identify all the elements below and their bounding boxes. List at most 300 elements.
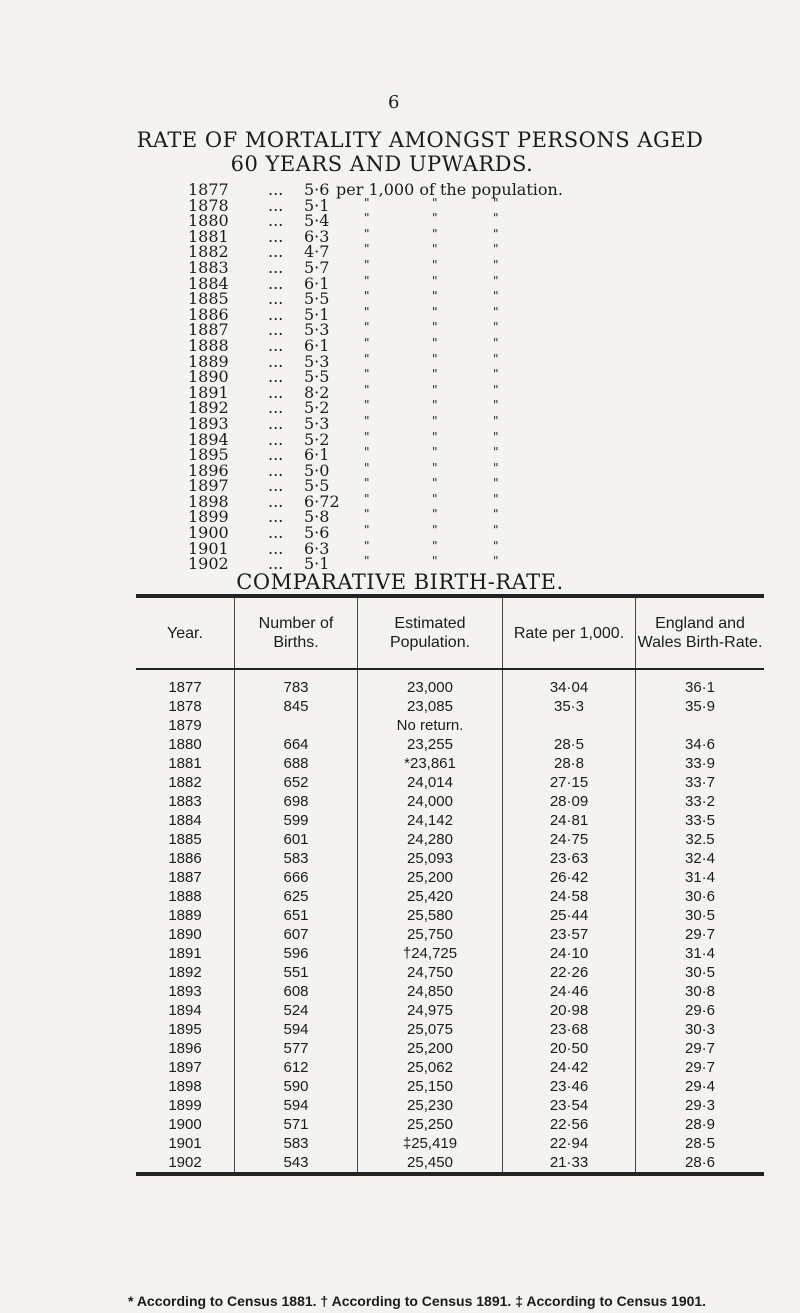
cell-national-rate: 29·4: [636, 1077, 765, 1096]
cell-year: 1901: [168, 1135, 202, 1152]
mortality-year: 1890: [188, 367, 229, 387]
leader-dots: ...: [268, 445, 284, 465]
ditto-mark: ": [493, 538, 499, 553]
cell-national-rate: 36·1: [636, 669, 765, 697]
ditto-mark: ": [432, 289, 438, 304]
mortality-rate: 5·2: [304, 398, 330, 418]
ditto-mark: ": [364, 523, 370, 538]
leader-dots: ...: [268, 180, 284, 199]
mortality-rate: 5·7: [304, 257, 330, 277]
page-number: 6: [388, 92, 400, 113]
header-population: Estimated Population.: [358, 596, 503, 669]
cell-rate: 24·42: [503, 1058, 636, 1077]
table-row: [136, 1058, 764, 1077]
header-year: Year.: [167, 624, 203, 642]
mortality-year: 1886: [188, 304, 229, 324]
table-row: [136, 1134, 764, 1153]
ditto-mark: ": [432, 507, 438, 522]
ditto-mark: ": [493, 460, 499, 475]
mortality-rate: 5·6: [304, 180, 330, 199]
leader-dots: ...: [268, 460, 284, 480]
mortality-year: 1902: [188, 554, 229, 574]
leader-dots: ...: [268, 382, 284, 402]
ditto-mark: ": [432, 429, 438, 444]
ditto-mark: ": [493, 523, 499, 538]
cell-year: 1880: [168, 736, 202, 753]
cell-rate: 22·56: [503, 1115, 636, 1134]
mortality-rate: 4·7: [304, 242, 330, 262]
cell-population: 23,000: [358, 669, 503, 697]
table-row: [136, 1115, 764, 1134]
cell-rate: 23·68: [503, 1020, 636, 1039]
cell-national-rate: 30·3: [636, 1020, 765, 1039]
table-row: [136, 754, 764, 773]
cell-births: 577: [235, 1039, 358, 1058]
ditto-mark: ": [493, 226, 499, 241]
ditto-mark: ": [364, 476, 370, 491]
mortality-year: 1899: [188, 507, 229, 527]
cell-population: 25,093: [358, 849, 503, 868]
ditto-mark: ": [432, 335, 438, 350]
cell-national-rate: 33·2: [636, 792, 765, 811]
cell-rate: 24·81: [503, 811, 636, 830]
cell-year: 1899: [168, 1097, 202, 1114]
mortality-rate: 5·5: [304, 289, 330, 309]
cell-births: 583: [235, 849, 358, 868]
cell-population: 25,750: [358, 925, 503, 944]
cell-population: 24,850: [358, 982, 503, 1001]
leader-dots: ...: [268, 195, 284, 215]
mortality-rate: 6·3: [304, 226, 330, 246]
cell-year: 1882: [168, 774, 202, 791]
cell-year: 1893: [168, 983, 202, 1000]
cell-rate: 26·42: [503, 868, 636, 887]
leader-dots: ...: [268, 351, 284, 371]
leader-dots: ...: [268, 523, 284, 543]
cell-births: 666: [235, 868, 358, 887]
ditto-mark: ": [493, 304, 499, 319]
cell-population: †24,725: [358, 944, 503, 963]
cell-births: 594: [235, 1020, 358, 1039]
ditto-mark: ": [432, 382, 438, 397]
mortality-rate: 6·3: [304, 538, 330, 558]
ditto-mark: ": [432, 320, 438, 335]
cell-population: 23,255: [358, 735, 503, 754]
cell-rate: 22·94: [503, 1134, 636, 1153]
cell-year: 1888: [168, 888, 202, 905]
cell-population: 25,150: [358, 1077, 503, 1096]
table-row: [136, 773, 764, 792]
cell-rate: 20·98: [503, 1001, 636, 1020]
leader-dots: ...: [268, 335, 284, 355]
leader-dots: ...: [268, 507, 284, 527]
table-row: [136, 887, 764, 906]
birth-rate-title: COMPARATIVE BIRTH-RATE.: [236, 570, 564, 594]
ditto-mark: ": [364, 195, 370, 210]
cell-year: 1877: [168, 679, 202, 696]
cell-population: 25,200: [358, 868, 503, 887]
cell-national-rate: 33·5: [636, 811, 765, 830]
cell-births: 651: [235, 906, 358, 925]
mortality-rate: 6·72: [304, 491, 340, 511]
cell-rate: 25·44: [503, 906, 636, 925]
mortality-year: 1893: [188, 413, 229, 433]
mortality-year: 1880: [188, 211, 229, 231]
cell-rate: 34·04: [503, 669, 636, 697]
cell-national-rate: 30·5: [636, 906, 765, 925]
cell-year: 1902: [168, 1154, 202, 1171]
ditto-mark: ": [493, 335, 499, 350]
ditto-mark: ": [364, 445, 370, 460]
ditto-mark: ": [364, 554, 370, 569]
mortality-year: 1888: [188, 335, 229, 355]
cell-births: 601: [235, 830, 358, 849]
cell-rate: [503, 716, 636, 735]
ditto-mark: ": [493, 554, 499, 569]
ditto-mark: ": [432, 226, 438, 241]
cell-national-rate: 29·6: [636, 1001, 765, 1020]
table-row: [136, 944, 764, 963]
mortality-year: 1877: [188, 180, 229, 199]
cell-population: No return.: [358, 716, 503, 735]
cell-births: 608: [235, 982, 358, 1001]
leader-dots: ...: [268, 289, 284, 309]
ditto-mark: ": [493, 242, 499, 257]
mortality-year: 1900: [188, 523, 229, 543]
cell-population: 23,085: [358, 697, 503, 716]
cell-population: 24,975: [358, 1001, 503, 1020]
table-row: [136, 735, 764, 754]
mortality-year: 1891: [188, 382, 229, 402]
cell-rate: 20·50: [503, 1039, 636, 1058]
table-header-row: [136, 596, 764, 669]
cell-population: 25,420: [358, 887, 503, 906]
cell-year: 1879: [168, 717, 202, 734]
mortality-year: 1894: [188, 429, 229, 449]
mortality-year: 1885: [188, 289, 229, 309]
cell-national-rate: 32·4: [636, 849, 765, 868]
cell-year: 1885: [168, 831, 202, 848]
table-row: [136, 982, 764, 1001]
ditto-mark: ": [493, 211, 499, 226]
cell-national-rate: 29·7: [636, 925, 765, 944]
ditto-mark: ": [493, 351, 499, 366]
mortality-year: 1892: [188, 398, 229, 418]
mortality-rate: 8·2: [304, 382, 330, 402]
mortality-rate: 5·0: [304, 460, 330, 480]
cell-rate: 35·3: [503, 697, 636, 716]
cell-year: 1890: [168, 926, 202, 943]
cell-births: 845: [235, 697, 358, 716]
mortality-year: 1896: [188, 460, 229, 480]
cell-rate: 23·63: [503, 849, 636, 868]
leader-dots: ...: [268, 273, 284, 293]
mortality-year: 1895: [188, 445, 229, 465]
leader-dots: ...: [268, 320, 284, 340]
table-row: [136, 963, 764, 982]
cell-national-rate: 33·9: [636, 754, 765, 773]
cell-births: 652: [235, 773, 358, 792]
ditto-mark: ": [364, 242, 370, 257]
mortality-rate: 6·1: [304, 273, 330, 293]
ditto-mark: ": [493, 491, 499, 506]
cell-births: 612: [235, 1058, 358, 1077]
cell-births: 524: [235, 1001, 358, 1020]
ditto-mark: ": [364, 429, 370, 444]
cell-national-rate: 29·7: [636, 1058, 765, 1077]
cell-population: 24,014: [358, 773, 503, 792]
cell-year: 1883: [168, 793, 202, 810]
cell-births: 594: [235, 1096, 358, 1115]
ditto-mark: ": [364, 460, 370, 475]
mortality-year: 1882: [188, 242, 229, 262]
cell-population: 24,750: [358, 963, 503, 982]
ditto-mark: ": [493, 445, 499, 460]
mortality-year: 1881: [188, 226, 229, 246]
ditto-mark: ": [364, 226, 370, 241]
cell-national-rate: 30·6: [636, 887, 765, 906]
mortality-year: 1878: [188, 195, 229, 215]
leader-dots: ...: [268, 211, 284, 231]
cell-national-rate: 28·5: [636, 1134, 765, 1153]
footnote: * According to Census 1881. † According to Census 1891. ‡ According to Census 1901.: [128, 1293, 707, 1309]
cell-year: 1887: [168, 869, 202, 886]
cell-national-rate: 30·8: [636, 982, 765, 1001]
cell-national-rate: 28·6: [636, 1153, 765, 1174]
leader-dots: ...: [268, 257, 284, 277]
per-thousand-label: per 1,000 of the population.: [336, 180, 563, 199]
cell-population: 25,250: [358, 1115, 503, 1134]
cell-rate: 23·57: [503, 925, 636, 944]
mortality-title: RATE OF MORTALITY AMONGST PERSONS AGED: [136, 128, 704, 152]
cell-rate: 21·33: [503, 1153, 636, 1174]
mortality-year: 1889: [188, 351, 229, 371]
ditto-mark: ": [493, 476, 499, 491]
ditto-mark: ": [364, 382, 370, 397]
table-row: [136, 716, 764, 735]
leader-dots: ...: [268, 429, 284, 449]
cell-national-rate: 30·5: [636, 963, 765, 982]
ditto-mark: ": [364, 273, 370, 288]
leader-dots: ...: [268, 242, 284, 262]
ditto-mark: ": [432, 460, 438, 475]
cell-births: [235, 716, 358, 735]
cell-population: 25,200: [358, 1039, 503, 1058]
ditto-mark: ": [364, 320, 370, 335]
ditto-mark: ": [432, 242, 438, 257]
cell-births: 551: [235, 963, 358, 982]
cell-births: 698: [235, 792, 358, 811]
table-row: [136, 1039, 764, 1058]
cell-population: *23,861: [358, 754, 503, 773]
ditto-mark: ": [493, 382, 499, 397]
table-row: [136, 1096, 764, 1115]
table-row: [136, 811, 764, 830]
ditto-mark: ": [432, 538, 438, 553]
mortality-rate: 5·3: [304, 413, 330, 433]
cell-year: 1898: [168, 1078, 202, 1095]
ditto-mark: ": [432, 195, 438, 210]
ditto-mark: ": [364, 211, 370, 226]
ditto-mark: ": [493, 429, 499, 444]
ditto-mark: ": [364, 257, 370, 272]
mortality-rate: 5·8: [304, 507, 330, 527]
leader-dots: ...: [268, 554, 284, 574]
mortality-rate: 6·1: [304, 445, 330, 465]
ditto-mark: ": [432, 476, 438, 491]
cell-year: 1896: [168, 1040, 202, 1057]
cell-national-rate: [636, 716, 765, 735]
mortality-rate: 5·3: [304, 320, 330, 340]
cell-births: 688: [235, 754, 358, 773]
table-row: [136, 830, 764, 849]
cell-rate: 24·58: [503, 887, 636, 906]
cell-births: 571: [235, 1115, 358, 1134]
mortality-rate: 5·2: [304, 429, 330, 449]
cell-births: 664: [235, 735, 358, 754]
cell-year: 1878: [168, 698, 202, 715]
table-row: [136, 669, 764, 697]
cell-population: 25,075: [358, 1020, 503, 1039]
mortality-rate: 5·1: [304, 195, 330, 215]
cell-rate: 24·46: [503, 982, 636, 1001]
mortality-year: 1884: [188, 273, 229, 293]
ditto-mark: ": [364, 491, 370, 506]
cell-year: 1881: [168, 755, 202, 772]
cell-year: 1891: [168, 945, 202, 962]
cell-births: 583: [235, 1134, 358, 1153]
leader-dots: ...: [268, 367, 284, 387]
mortality-rate: 5·1: [304, 554, 330, 574]
mortality-year: 1901: [188, 538, 229, 558]
ditto-mark: ": [364, 289, 370, 304]
cell-national-rate: 35·9: [636, 697, 765, 716]
cell-year: 1884: [168, 812, 202, 829]
leader-dots: ...: [268, 398, 284, 418]
cell-year: 1895: [168, 1021, 202, 1038]
cell-population: 24,000: [358, 792, 503, 811]
ditto-mark: ": [493, 367, 499, 382]
table-row: [136, 1001, 764, 1020]
ditto-mark: ": [364, 351, 370, 366]
mortality-rate: 5·6: [304, 523, 330, 543]
cell-national-rate: 33·7: [636, 773, 765, 792]
cell-rate: 28·5: [503, 735, 636, 754]
cell-national-rate: 29·7: [636, 1039, 765, 1058]
cell-rate: 28·09: [503, 792, 636, 811]
table-row: [136, 697, 764, 716]
cell-population: ‡25,419: [358, 1134, 503, 1153]
ditto-mark: ": [493, 273, 499, 288]
ditto-mark: ": [432, 211, 438, 226]
ditto-mark: ": [432, 398, 438, 413]
ditto-mark: ": [432, 445, 438, 460]
cell-births: 625: [235, 887, 358, 906]
ditto-mark: ": [432, 304, 438, 319]
cell-year: 1894: [168, 1002, 202, 1019]
mortality-rate: 5·5: [304, 367, 330, 387]
mortality-year: 1897: [188, 476, 229, 496]
cell-rate: 24·75: [503, 830, 636, 849]
ditto-mark: ": [364, 367, 370, 382]
mortality-subtitle: 60 YEARS AND UPWARDS.: [230, 152, 534, 176]
ditto-mark: ": [493, 195, 499, 210]
cell-rate: 23·46: [503, 1077, 636, 1096]
table-row: [136, 849, 764, 868]
cell-year: 1886: [168, 850, 202, 867]
cell-national-rate: 34·6: [636, 735, 765, 754]
ditto-mark: ": [432, 257, 438, 272]
mortality-rate: 5·1: [304, 304, 330, 324]
table-row: [136, 1077, 764, 1096]
cell-population: 24,142: [358, 811, 503, 830]
cell-births: 590: [235, 1077, 358, 1096]
ditto-mark: ": [493, 398, 499, 413]
cell-population: 25,580: [358, 906, 503, 925]
leader-dots: ...: [268, 538, 284, 558]
header-rate: Rate per 1,000.: [503, 596, 636, 669]
mortality-rate: 5·4: [304, 211, 330, 231]
cell-year: 1897: [168, 1059, 202, 1076]
header-births: Number of Births.: [235, 596, 358, 669]
leader-dots: ...: [268, 476, 284, 496]
table-row: [136, 792, 764, 811]
cell-national-rate: 32.5: [636, 830, 765, 849]
cell-population: 25,062: [358, 1058, 503, 1077]
ditto-mark: ": [493, 507, 499, 522]
ditto-mark: ": [364, 413, 370, 428]
mortality-year: 1887: [188, 320, 229, 340]
cell-births: 599: [235, 811, 358, 830]
leader-dots: ...: [268, 491, 284, 511]
ditto-mark: ": [493, 413, 499, 428]
mortality-year: 1883: [188, 257, 229, 277]
table-row: [136, 1020, 764, 1039]
ditto-mark: ": [364, 398, 370, 413]
ditto-mark: ": [493, 289, 499, 304]
cell-national-rate: 31·4: [636, 868, 765, 887]
ditto-mark: ": [432, 554, 438, 569]
cell-rate: 22·26: [503, 963, 636, 982]
cell-rate: 28·8: [503, 754, 636, 773]
ditto-mark: ": [364, 538, 370, 553]
header-england-wales: England and Wales Birth-Rate.: [636, 596, 765, 669]
ditto-mark: ": [364, 335, 370, 350]
cell-national-rate: 28·9: [636, 1115, 765, 1134]
cell-rate: 27·15: [503, 773, 636, 792]
ditto-mark: ": [364, 304, 370, 319]
cell-births: 783: [235, 669, 358, 697]
mortality-rate: 5·3: [304, 351, 330, 371]
cell-national-rate: 29·3: [636, 1096, 765, 1115]
mortality-year: 1898: [188, 491, 229, 511]
birth-rate-table: [136, 594, 764, 1176]
ditto-mark: ": [493, 320, 499, 335]
cell-births: 543: [235, 1153, 358, 1174]
ditto-mark: ": [432, 351, 438, 366]
cell-population: 25,450: [358, 1153, 503, 1174]
leader-dots: ...: [268, 304, 284, 324]
table-row: [136, 868, 764, 887]
mortality-rate: 5·5: [304, 476, 330, 496]
cell-year: 1889: [168, 907, 202, 924]
cell-births: 607: [235, 925, 358, 944]
cell-rate: 24·10: [503, 944, 636, 963]
ditto-mark: ": [432, 523, 438, 538]
table-row: [136, 906, 764, 925]
ditto-mark: ": [432, 491, 438, 506]
cell-year: 1900: [168, 1116, 202, 1133]
